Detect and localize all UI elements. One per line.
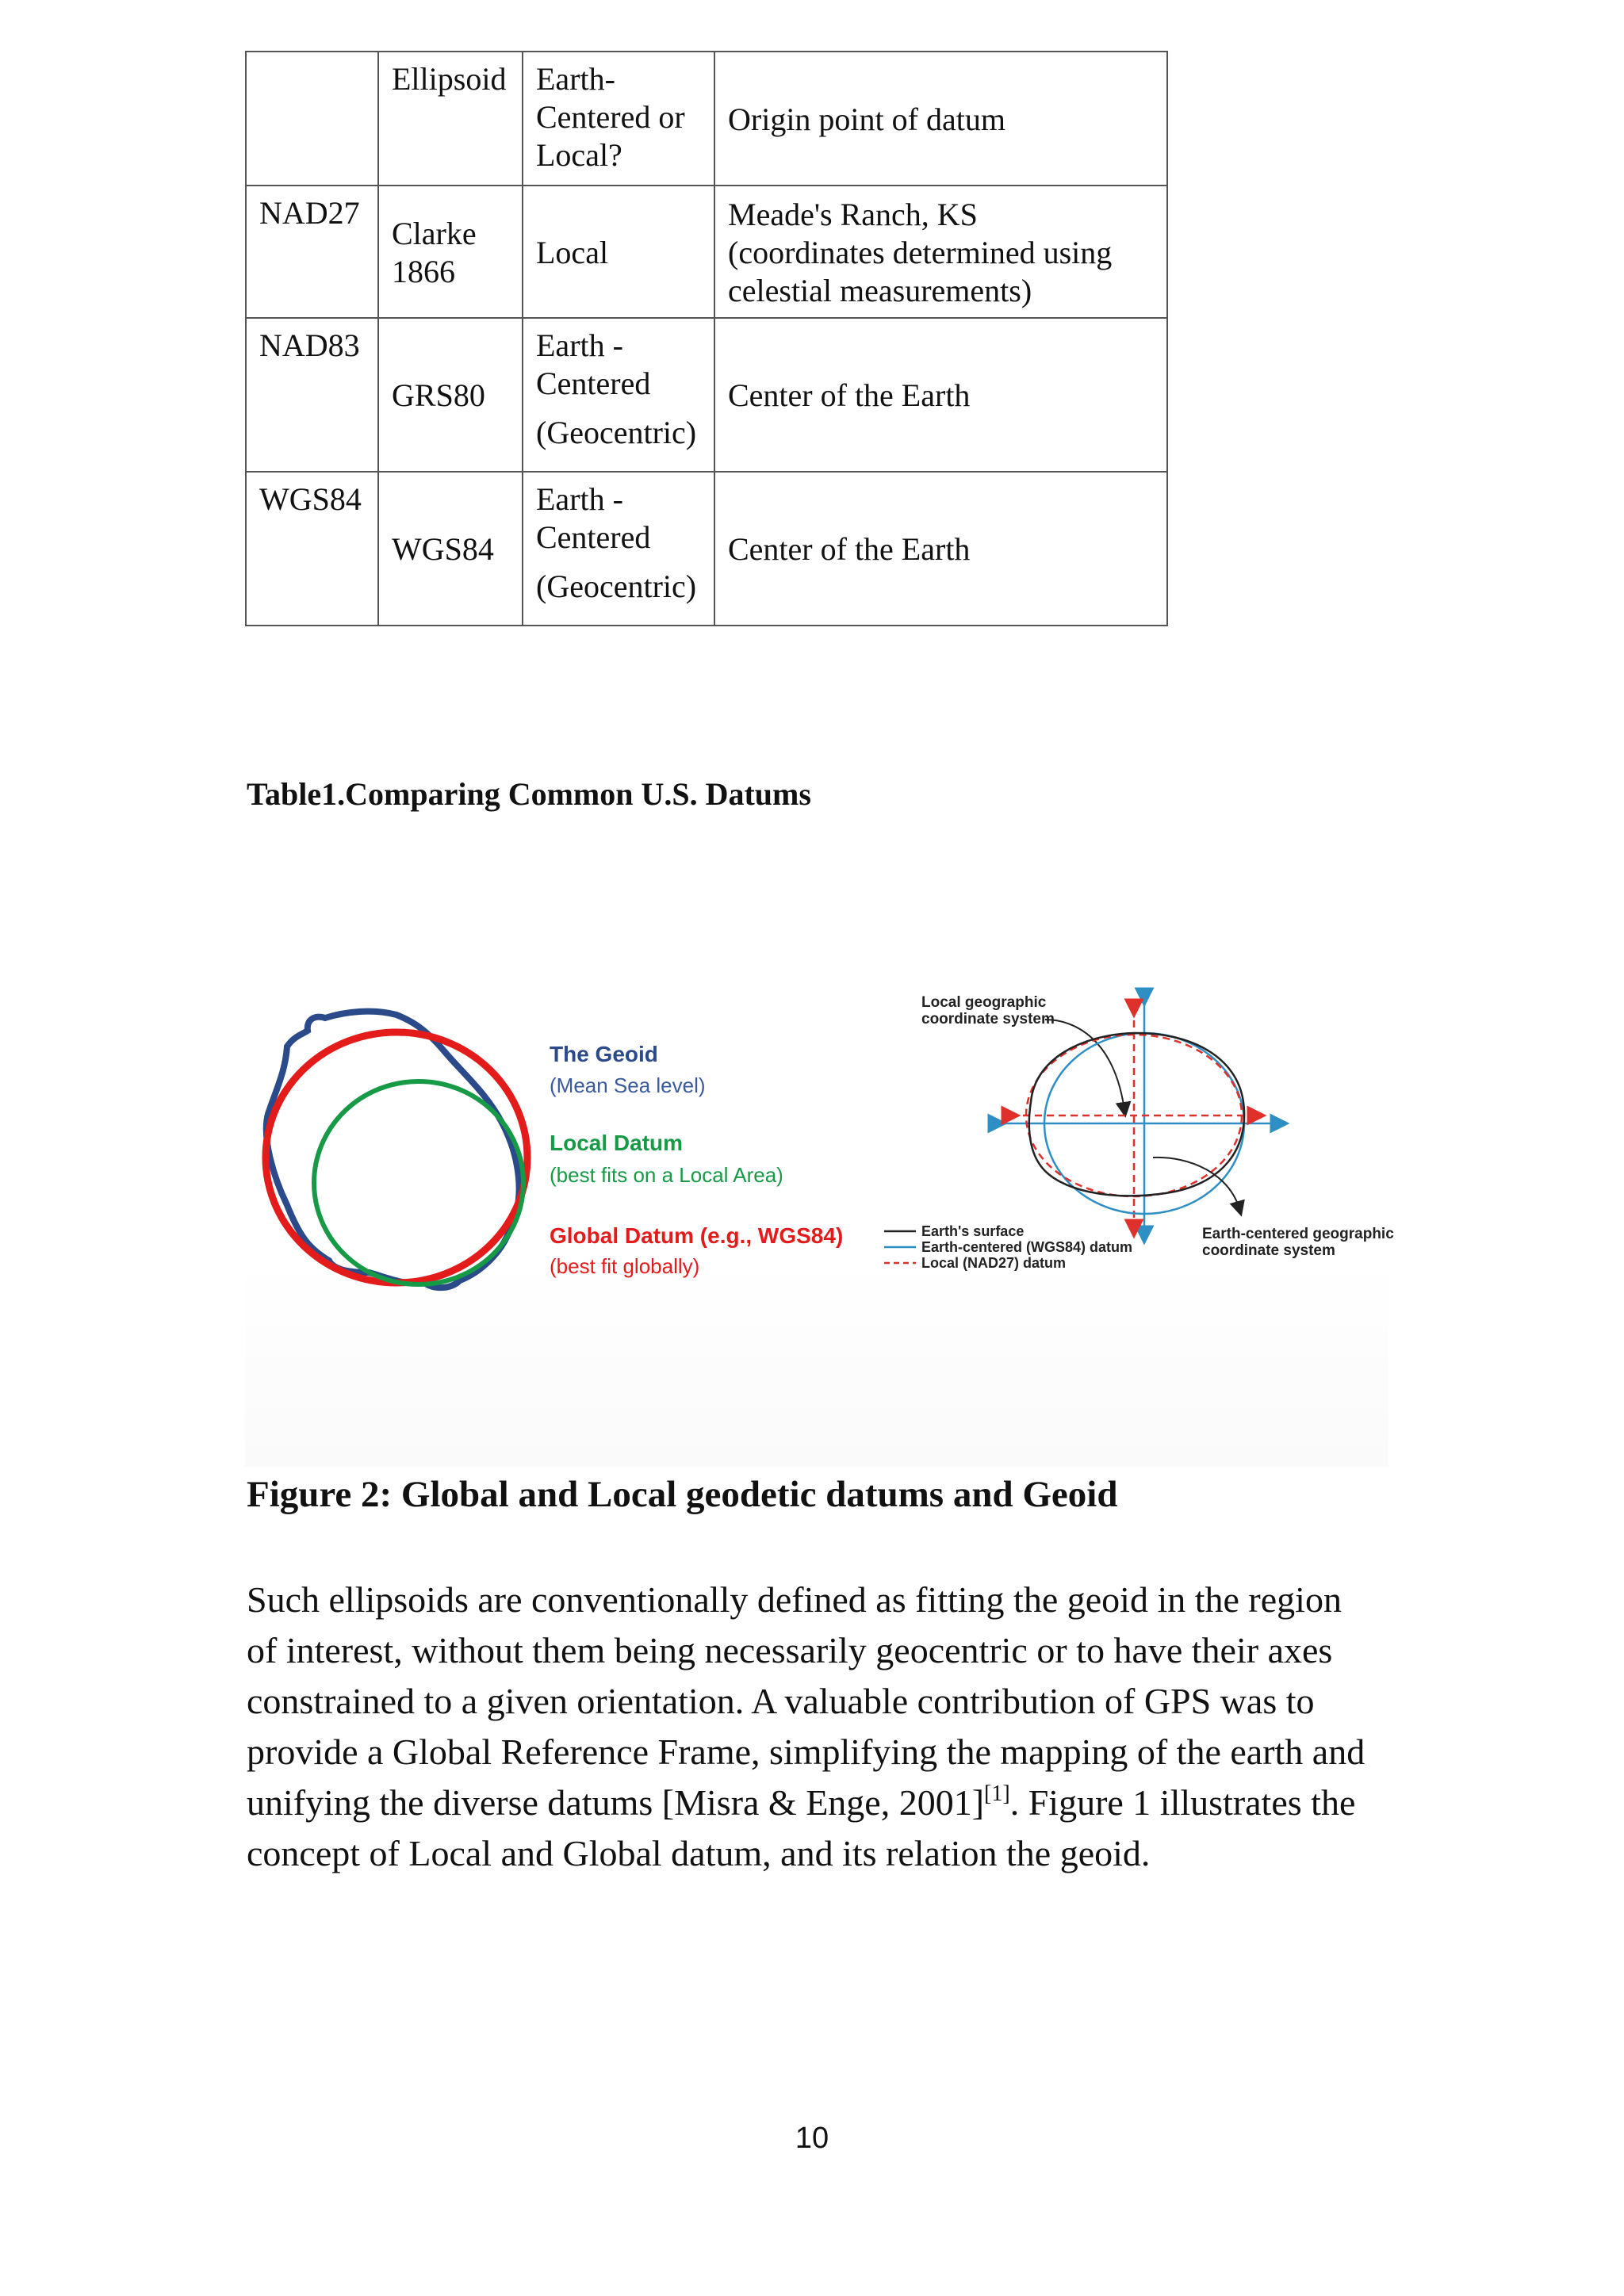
ellipsoid-cell: WGS84: [378, 472, 523, 626]
datum-name-cell: NAD83: [246, 318, 378, 472]
earth-centered-label: Earth-centered geographic: [1202, 1226, 1394, 1242]
geoid-subtitle: (Mean Sea level): [550, 1073, 706, 1097]
global-datum-ellipse: [266, 1032, 527, 1283]
table-header-row: [246, 52, 1167, 186]
ellipsoid-cell: Clarke 1866: [378, 186, 523, 318]
centered-text: Earth - Centered: [536, 327, 651, 401]
header-earth-centered: Earth- Centered or Local?: [523, 52, 714, 186]
table-caption: Table1.Comparing Common U.S. Datums: [247, 776, 811, 812]
table-row: [246, 472, 1167, 626]
citation-ref: [1]: [984, 1781, 1010, 1806]
header-ellipsoid: Ellipsoid: [378, 52, 523, 186]
ellipsoid-cell: GRS80: [378, 318, 523, 472]
legend-surface-label: Earth's surface: [921, 1223, 1025, 1239]
header-empty-cell: [246, 52, 378, 186]
origin-cell: Center of the Earth: [714, 318, 1167, 472]
global-datum-subtitle: (best fit globally): [550, 1254, 700, 1278]
coordinate-system-diagram: [872, 983, 1394, 1284]
centered-note: (Geocentric): [536, 415, 697, 450]
body-text-main: Such ellipsoids are conventionally defined as fitting the geoid in the region of interest, without them being necessarily geocentric or to have their axes constrained to a given orientation. A valuable contribution of GPS was to provide a Global Reference Frame, simplifying the mapping of the earth and unifying the diverse datums [Misra & Enge, 2001]: [247, 1579, 1365, 1823]
local-system-label-2: coordinate system: [921, 1011, 1055, 1027]
legend-nad27-label: Local (NAD27) datum: [921, 1255, 1067, 1271]
body-paragraph: [247, 1575, 1373, 1879]
centered-cell: Local: [523, 186, 714, 318]
datum-name-cell: WGS84: [246, 472, 378, 626]
datum-comparison-table: [245, 51, 1168, 626]
figure-caption: Figure 2: Global and Local geodetic datums and Geoid: [247, 1474, 1118, 1515]
table-row: [246, 186, 1167, 318]
earth-centered-label-2: coordinate system: [1202, 1242, 1335, 1259]
local-system-leader: [1045, 1020, 1124, 1110]
datum-name-cell: NAD27: [246, 186, 378, 318]
local-system-label: Local geographic: [921, 994, 1047, 1011]
centered-cell: [523, 472, 714, 626]
global-datum-title: Global Datum (e.g., WGS84): [550, 1223, 844, 1248]
header-origin: Origin point of datum: [714, 52, 1167, 186]
table-row: [246, 318, 1167, 472]
origin-cell: Center of the Earth: [714, 472, 1167, 626]
local-datum-ellipse: [314, 1081, 523, 1284]
centered-text: Earth - Centered: [536, 481, 651, 555]
geoid-title: The Geoid: [550, 1042, 658, 1066]
local-datum-subtitle: (best fits on a Local Area): [550, 1163, 783, 1187]
centered-cell: [523, 318, 714, 472]
geoid-datum-diagram: [238, 999, 844, 1316]
origin-cell: Meade's Ranch, KS (coordinates determined using celestial measurements): [714, 186, 1167, 318]
body-text-end: . Figure 1 illustrates the concept of Local and Global datum, and its relation the geoid.: [247, 1782, 1356, 1873]
page-number: 10: [795, 2122, 829, 2155]
centered-note: (Geocentric): [536, 568, 697, 604]
legend-wgs84-label: Earth-centered (WGS84) datum: [921, 1239, 1133, 1255]
local-datum-title: Local Datum: [550, 1131, 684, 1155]
